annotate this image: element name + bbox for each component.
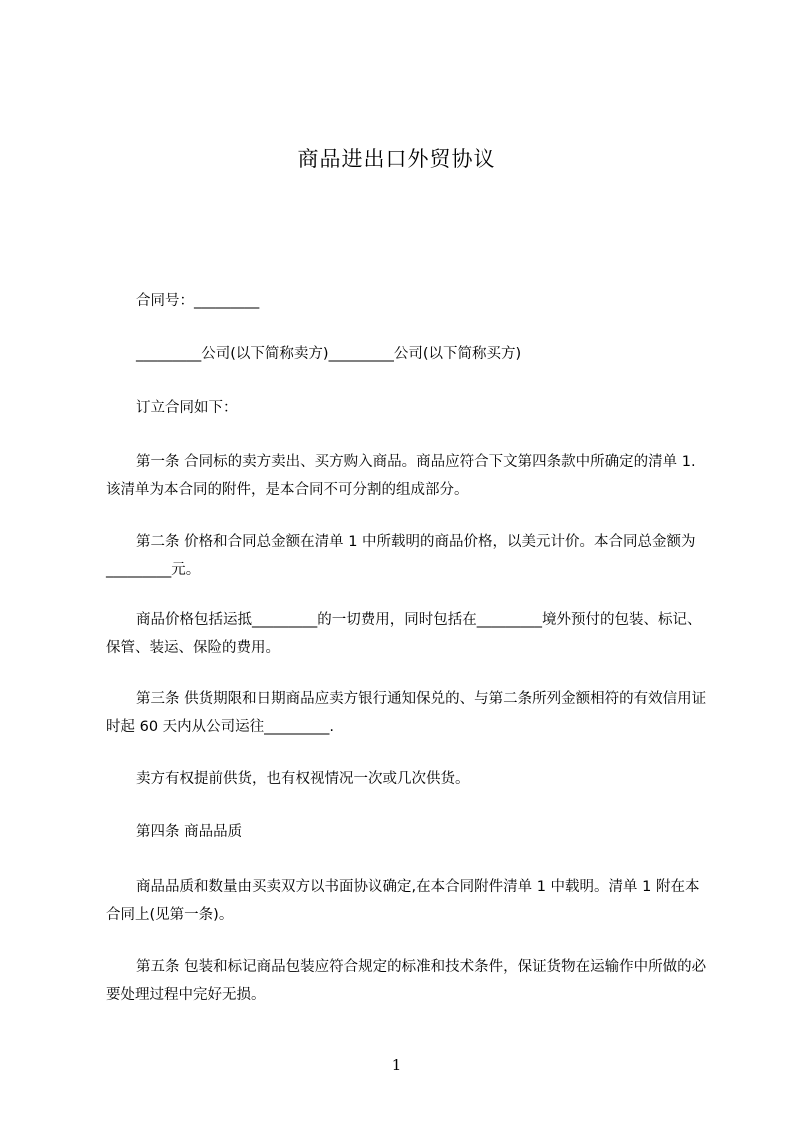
article-5: 第五条 包装和标记商品包装应符合规定的标准和技术条件，保证货物在运输作中所做的必要处理过程中完好无损。 (106, 959, 707, 1003)
article-1: 第一条 合同标的卖方卖出、买方购入商品。商品应符合下文第四条款中所确定的清单 1.该清单为本合同的附件，是本合同不可分割的组成部分。 (106, 454, 696, 498)
article-3-delivery-rights: 卖方有权提前供货，也有权视情况一次或几次供货。 (136, 771, 470, 787)
article-2: 第二条 价格和合同总金额在清单 1 中所载明的商品价格，以美元计价。本合同总金额为_________元。 (106, 534, 696, 578)
article-2-price-terms: 商品价格包括运抵_________的一切费用，同时包括在_________境外预付的包装、标记、保管、装运、保险的费用。 (106, 612, 702, 656)
parties-line: _________公司(以下简称卖方)_________公司(以下简称买方) (136, 346, 522, 362)
article-4: 商品品质和数量由买卖双方以书面协议确定,在本合同附件清单 1 中载明。清单 1 附在本合同上(见第一条)。 (106, 879, 700, 923)
article-4-heading: 第四条 商品品质 (136, 824, 243, 840)
document-title: 商品进出口外贸协议 (297, 147, 496, 171)
agreement-intro: 订立合同如下： (136, 400, 238, 416)
contract-number: 合同号：_________ (136, 293, 260, 309)
article-3: 第三条 供货期限和日期商品应卖方银行通知保兑的、与第二条所列金额相符的有效信用证时起 60 天内从公司运往_________. (106, 691, 707, 735)
page-number: 1 (391, 1056, 402, 1074)
